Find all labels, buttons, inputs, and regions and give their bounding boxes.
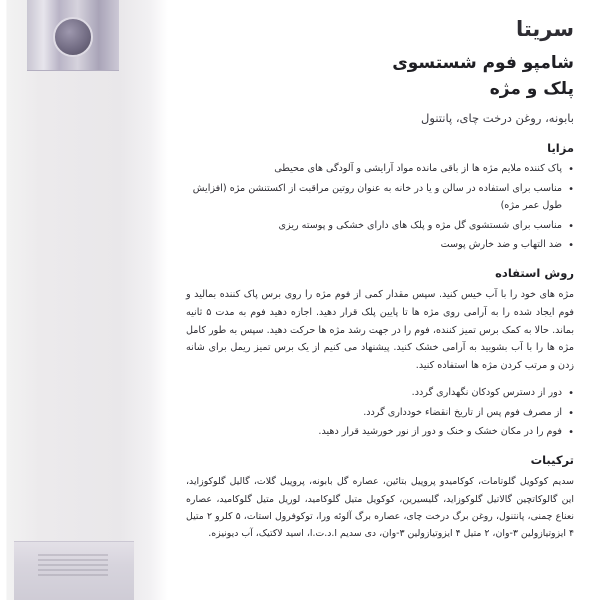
ingredients-section xyxy=(186,453,574,543)
bottle-cap-ring xyxy=(53,17,93,57)
product-title-line-1: شامپو فوم شستسوی xyxy=(392,53,574,74)
product-subtitle: بابونه، روغن درخت چای، پانتنول xyxy=(421,111,574,126)
bottle-photo-strip xyxy=(0,0,168,600)
product-title-line-2: پلک و مژه xyxy=(489,78,574,99)
list-item: • از مصرف فوم پس از تاریخ انقضاء خودداری گردد. xyxy=(186,405,574,422)
bottle-cap xyxy=(27,0,119,71)
list-item: • فوم را در مکان خشک و خنک و دور از نور خورشید قرار دهید. xyxy=(186,424,574,441)
benefits-list xyxy=(186,161,574,254)
product-title xyxy=(186,51,574,102)
label-content xyxy=(168,0,600,600)
brand-name: سریتا xyxy=(515,17,574,41)
ingredients-heading: ترکیبات xyxy=(530,453,574,468)
warnings-list xyxy=(186,385,574,441)
usage-heading: روش استفاده xyxy=(495,266,574,281)
ingredients-text: سدیم کوکویل گلوتامات، کوکامیدو پروپیل بتائین، عصاره گل بابونه، پروپیل گلات، گالیل گلوکوزاید، این گالوکاتچین گالاتیل گلوکوزاید، گلیسیرین، کوکویل متیل گلوکامید، لوریل متیل گلوکامید، عصاره نعناع چمنی، پانتنول، روغن برگ درخت چای، عصاره برگ آلوئه ورا، توکوفرول استات، ۵ کلرو ۲ متیل ۴ ایزوتیازولین ۳-وان، ۲ متیل ۴ ایزوتیازولین ۳-وان، دی سدیم ا.د.ت.ا، اسید لاکتیک، آب دیونیزه. xyxy=(186,476,575,540)
list-item: • مناسب برای شستشوی گل مژه و پلک های دارای خشکی و پوسته ریزی xyxy=(186,218,574,235)
benefits-heading: مزایا xyxy=(547,141,574,156)
list-item: • دور از دسترس کودکان نگهداری گردد. xyxy=(186,385,574,402)
bottle-base xyxy=(14,541,134,600)
list-item: • مناسب برای استفاده در سالن و یا در خانه به عنوان روتین مراقبت از اکستنشن مژه (افزایش طول عمر مژه) xyxy=(186,181,574,215)
list-item: • پاک کننده ملایم مژه ها از باقی مانده مواد آرایشی و آلودگی های محیطی xyxy=(186,161,574,178)
list-item: • ضد التهاب و ضد خارش پوست xyxy=(186,237,574,254)
usage-text: مژه های خود را با آب خیس کنید. سپس مقدار کمی از فوم مژه را روی برس پاک کننده بمالید و فوم ایجاد شده را به آرامی روی مژه ها تا پایین پلک قرار دهید. اجازه دهید فوم به مدت ۵ ثانیه بماند. حالا به کمک برس تمیز کننده، فوم را در جهت رشد مژه ها حرکت دهید. سپس به طور کامل مژه ها را با آب بشویید به آرامی خشک کنید. پیشنهاد می کنیم از یک برس تمیز ریمل برای شانه زدن و مرتب کردن مژه ها استفاده کنید. xyxy=(186,289,574,372)
